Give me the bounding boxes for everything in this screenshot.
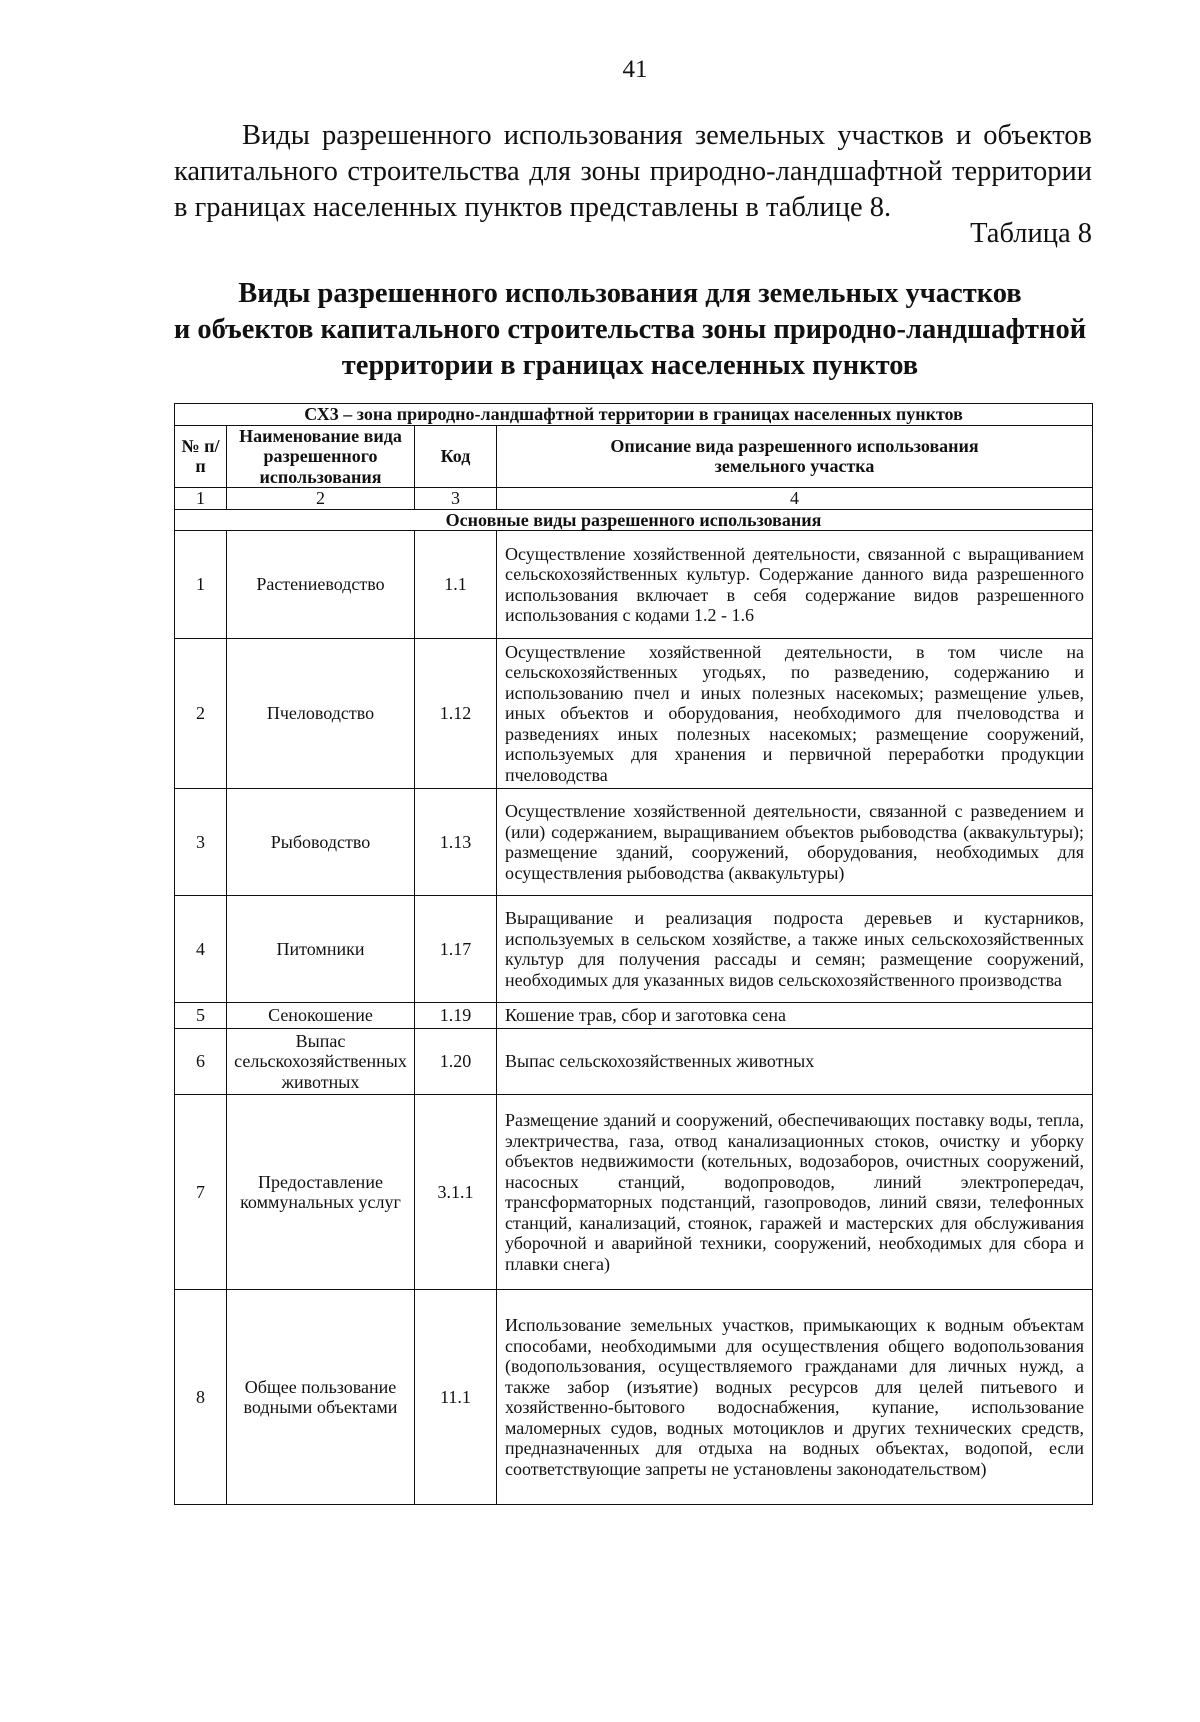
row-name: Рыбоводство [227,789,415,896]
row-code: 1.19 [415,1003,497,1029]
row-code: 1.20 [415,1029,497,1095]
row-code: 3.1.1 [415,1095,497,1290]
table-row [175,639,1093,789]
row-num: 2 [175,639,227,789]
table-row [175,1003,1093,1029]
document-title [150,276,1110,384]
row-description: Использование земельных участков, примыкающих к водным объектам способами, необходимыми для осуществления общего водопользования (водопользования, осуществляемого гражданами для личных нужд, а также забор (изъятие) водных ресурсов для целей питьевого и хозяйственно-бытового водоснабжения, купание, использование маломерных судов, водных мотоциклов и других технических средств, предназначенных для отдыха на водных объектах, водопой, если соответствующие запреты не установлены законодательством) [497,1290,1093,1505]
table-row [175,1095,1093,1290]
row-name: Растениеводство [227,531,415,639]
row-code: 1.13 [415,789,497,896]
row-description: Размещение зданий и сооружений, обеспечивающих поставку воды, тепла, электричества, газа, отвод канализационных стоков, очистку и уборку объектов недвижимости (котельных, водозаборов, очистных сооружений, насосных станций, водопроводов, линий электропередач, трансформаторных подстанций, газопроводов, линий связи, телефонных станций, канализаций, стоянок, гаражей и мастерских для обслуживания уборочной и аварийной техники, сооружений, необходимых для сбора и плавки снега) [497,1095,1093,1290]
table-label: Таблица 8 [970,218,1092,249]
row-num: 1 [175,531,227,639]
row-description: Осуществление хозяйственной деятельности, в том числе на сельскохозяйственных угодьях, по разведению, содержанию и использованию пчел и иных полезных насекомых; размещение ульев, иных объектов и оборудования, необходимого для пчеловодства и разведениях иных полезных насекомых; размещение сооружений, используемых для хранения и первичной переработки продукции пчеловодства [497,639,1093,789]
row-name: Питомники [227,896,415,1003]
row-code: 1.12 [415,639,497,789]
header-description: Описание вида разрешенного использования земельного участка [497,425,1093,488]
row-num: 3 [175,789,227,896]
row-description: Выращивание и реализация подроста деревьев и кустарников, используемых в сельском хозяйстве, а также иных сельскохозяйственных культур для получения рассады и семян; размещение сооружений, необходимых для указанных видов сельскохозяйственного производства [497,896,1093,1003]
intro-paragraph: Виды разрешенного использования земельных участков и объектов капитального строительства для зоны природно-ландшафтной территории в границах населенных пунктов представлены в таблице 8. [174,120,1092,223]
zone-header: СХ3 – зона природно-ландшафтной территории в границах населенных пунктов [175,404,1093,426]
row-num: 7 [175,1095,227,1290]
column-number: 2 [227,488,415,510]
row-description: Выпас сельскохозяйственных животных [497,1029,1093,1095]
row-code: 1.17 [415,896,497,1003]
header-num: № п/п [175,425,227,488]
column-number: 4 [497,488,1093,510]
table-row [175,1029,1093,1095]
row-num: 5 [175,1003,227,1029]
column-number: 1 [175,488,227,510]
row-code: 1.1 [415,531,497,639]
row-description: Осуществление хозяйственной деятельности, связанной с выращиванием сельскохозяйственных культур. Содержание данного вида разрешенного использования включает в себя содержание видов разрешенного использования с кодами 1.2 - 1.6 [497,531,1093,639]
title-line: и объектов капитального строительства зоны природно-ландшафтной [173,314,1087,345]
section-title: Основные виды разрешенного использования [175,509,1093,531]
title-line: территории в границах населенных пунктов [341,350,919,381]
row-name: Пчеловодство [227,639,415,789]
table-row [175,531,1093,639]
title-line: Виды разрешенного использования для земельных участков [238,278,1022,309]
table-row [175,1290,1093,1505]
row-name: Сенокошение [227,1003,415,1029]
header-code: Код [415,425,497,488]
row-num: 8 [175,1290,227,1505]
column-number: 3 [415,488,497,510]
row-name: Выпас сельскохозяйственных животных [227,1029,415,1095]
row-code: 11.1 [415,1290,497,1505]
row-num: 6 [175,1029,227,1095]
row-description: Осуществление хозяйственной деятельности, связанной с разведением и (или) содержанием, выращиванием объектов рыбоводства (аквакультуры); размещение зданий, сооружений, оборудования, необходимых для осуществления рыбоводства (аквакультуры) [497,789,1093,896]
row-num: 4 [175,896,227,1003]
page-number: 41 [622,56,648,83]
row-name: Предоставление коммунальных услуг [227,1095,415,1290]
table-row [175,896,1093,1003]
row-description: Кошение трав, сбор и заготовка сена [497,1003,1093,1029]
land-use-table [174,403,1093,1505]
header-name: Наименование вида разрешенного использования [227,425,415,488]
table-row [175,789,1093,896]
row-name: Общее пользование водными объектами [227,1290,415,1505]
